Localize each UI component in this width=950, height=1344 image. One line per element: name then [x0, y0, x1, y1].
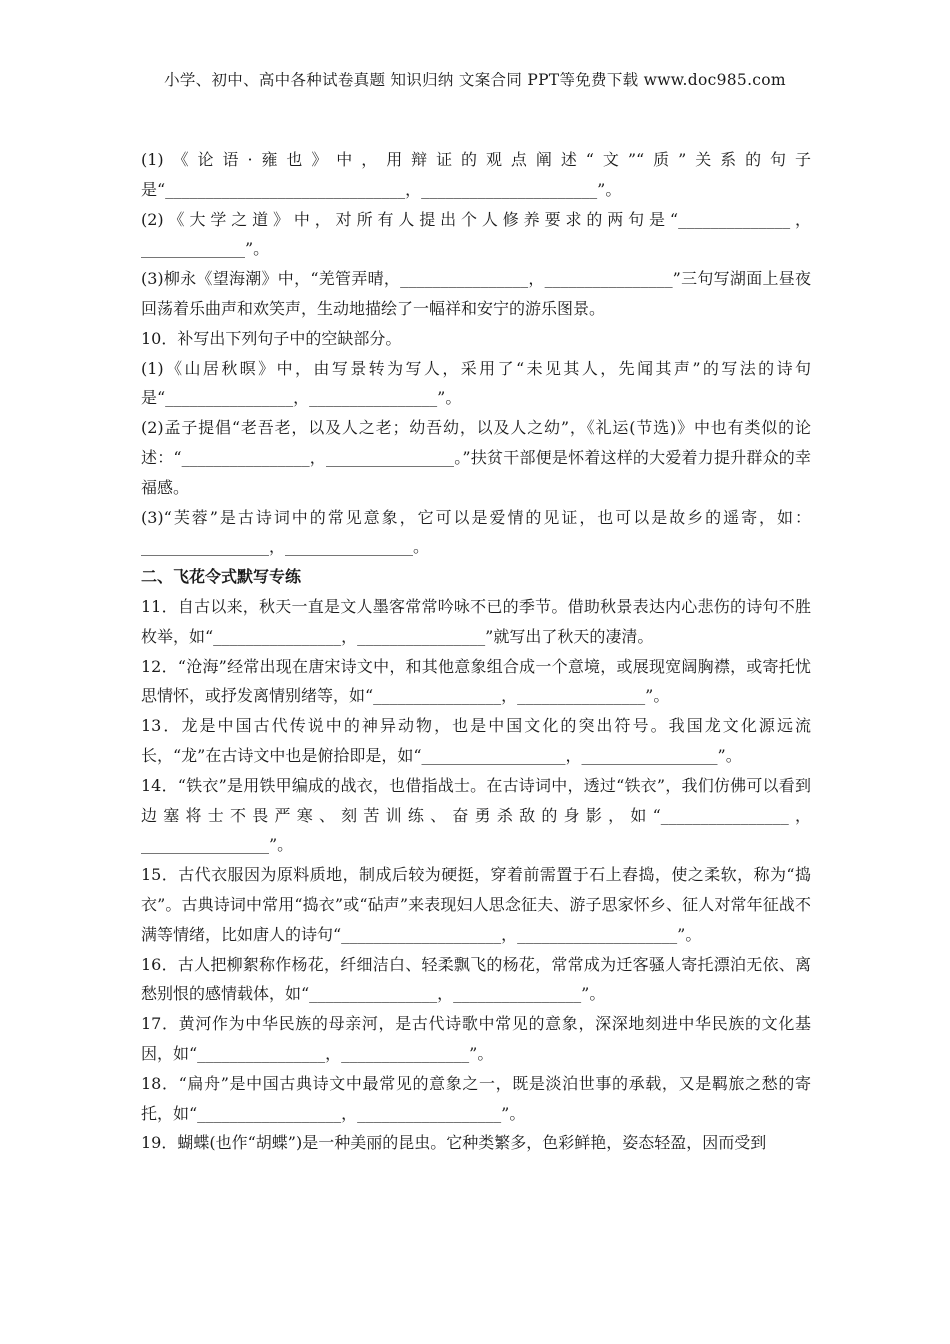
- question-item: (1)《山居秋暝》中，由写景转为写人，采用了“未见其人，先闻其声”的写法的诗句是“________________，________________”。: [141, 358, 811, 408]
- page-header: 小学、初中、高中各种试卷真题 知识归纳 文案合同 PPT等免费下载 www.doc985.com: [164, 71, 786, 89]
- question-item: (2)孟子提倡“老吾老，以及人之老；幼吾幼，以及人之幼”，《礼运(节选)》中也有类似的论述：“________________，________________。”扶贫干部便是怀着这样的大爱着力提升群众的幸福感。: [141, 418, 811, 497]
- question-item: 10．补写出下列句子中的空缺部分。: [141, 328, 402, 348]
- question-item: (3)“芙蓉”是古诗词中的常见意象，它可以是爱情的见证，也可以是故乡的遥寄，如：________________，________________。: [141, 507, 811, 557]
- question-item: 15．古代衣服因为原料质地，制成后较为硬挺，穿着前需置于石上舂捣，使之柔软，称为“捣衣”。古典诗词中常用“捣衣”或“砧声”来表现妇人思念征夫、游子思家怀乡、征人对常年征战不满等情绪，比如唐人的诗句“____________________，____________________”。: [141, 865, 811, 944]
- question-item: 14．“铁衣”是用铁甲编成的战衣，也借指战士。在古诗词中，透过“铁衣”，我们仿佛可以看到边塞将士不畏严寒、刻苦训练、奋勇杀敌的身影，如“________________，________________”。: [141, 775, 811, 855]
- question-item: (1)《论语·雍也》中，用辩证的观点阐述“文”“质”关系的句子是“______________________________，______________________”。: [141, 150, 811, 199]
- question-item: 16．古人把柳絮称作杨花，纤细洁白、轻柔飘飞的杨花，常常成为迁客骚人寄托漂泊无依、离愁别恨的感情载体，如“________________，________________”。: [141, 954, 811, 1004]
- question-item: 12．“沧海”经常出现在唐宋诗文中，和其他意象组合成一个意境，或展现宽阔胸襟，或寄托忧思情怀，或抒发离情别绪等，如“________________，________________”。: [141, 656, 811, 706]
- document-body: [141, 145, 811, 1158]
- question-item: 13．龙是中国古代传说中的神异动物，也是中国文化的突出符号。我国龙文化源远流长，“龙”在古诗文中也是俯拾即是，如“__________________，_________________”。: [141, 716, 811, 765]
- section-title: 二、飞花令式默写专练: [141, 567, 302, 587]
- question-item: (3)柳永《望海潮》中，“羌管弄晴，________________，________________”三句写湖面上昼夜回荡着乐曲声和欢笑声，生动地描绘了一幅祥和安宁的游乐图景。: [141, 269, 811, 318]
- question-item: 17．黄河作为中华民族的母亲河，是古代诗歌中常见的意象，深深地刻进中华民族的文化基因，如“________________，________________”。: [141, 1014, 811, 1063]
- question-item: 11．自古以来，秋天一直是文人墨客常常吟咏不已的季节。借助秋景表达内心悲伤的诗句不胜枚举，如“________________，________________”就写出了秋天的凄清。: [141, 596, 811, 646]
- question-item: 18．“扁舟”是中国古典诗文中最常见的意象之一，既是淡泊世事的承载，又是羁旅之愁的寄托，如“__________________，__________________”。: [141, 1073, 811, 1123]
- question-item: 19．蝴蝶(也作“胡蝶”)是一种美丽的昆虫。它种类繁多，色彩鲜艳，姿态轻盈，因而受到: [141, 1133, 767, 1153]
- question-item: (2)《大学之道》中，对所有人提出个人修养要求的两句是“______________，_____________”。: [141, 209, 811, 259]
